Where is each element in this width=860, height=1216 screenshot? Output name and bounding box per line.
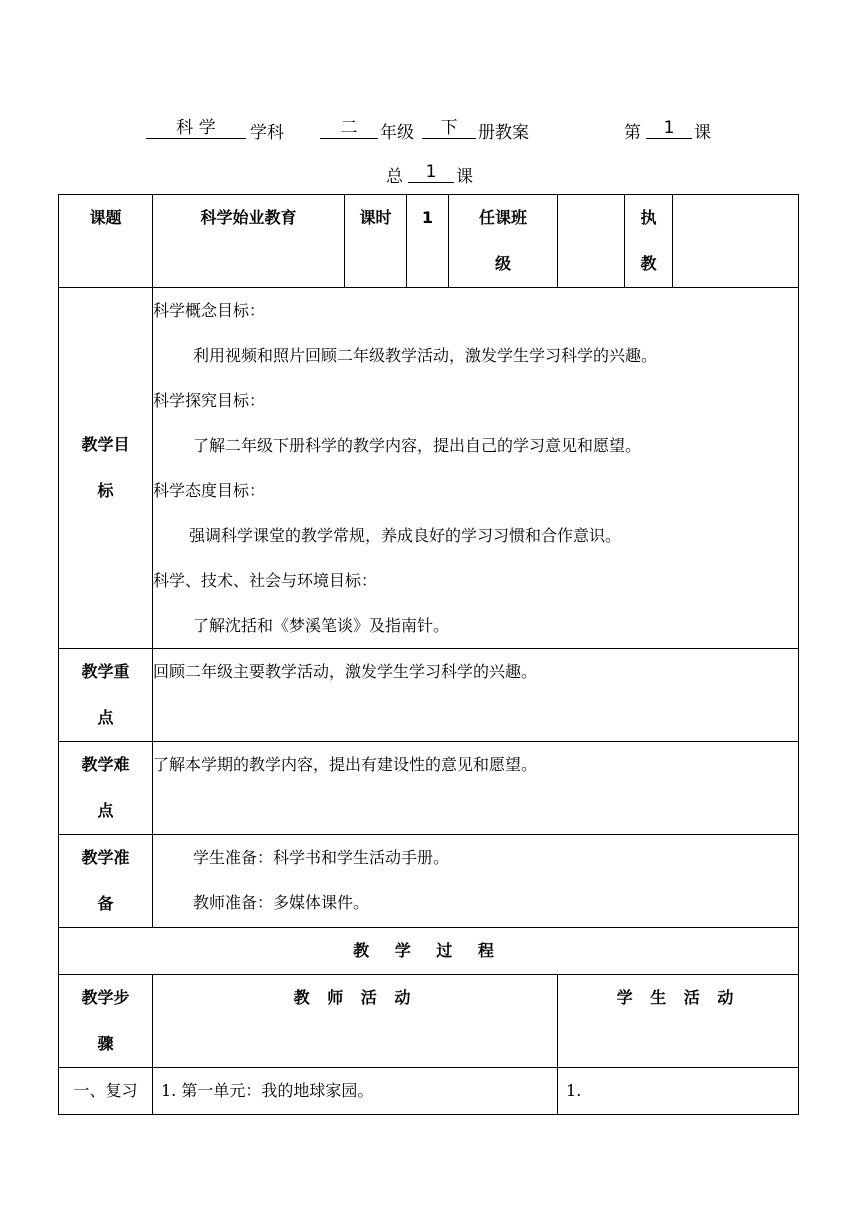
- lesson-prefix: 第: [624, 123, 641, 143]
- teacher-activity-header: 教 师 活 动: [153, 975, 558, 1068]
- class-label-line1: 任课班: [479, 208, 528, 227]
- steps-label-line2: 骤: [97, 1034, 114, 1053]
- review-row: [59, 1068, 799, 1115]
- goal-heading-concept: 科学概念目标：: [153, 301, 266, 320]
- grade-suffix: 年级: [380, 123, 414, 143]
- total-number: 1: [408, 162, 454, 183]
- lesson-suffix: 课: [694, 123, 711, 143]
- volume-field: 下: [422, 118, 476, 139]
- goal-text-attitude: 强调科学课堂的教学常规，养成良好的学习习惯和合作意识。: [189, 526, 622, 545]
- topic-value: 科学始业教育: [153, 195, 345, 288]
- key-points-text: 回顾二年级主要教学活动，激发学生学习科学的兴趣。: [153, 649, 799, 742]
- preparation-content: [153, 835, 799, 928]
- teacher-value: [673, 195, 799, 288]
- teacher-label: [625, 195, 673, 288]
- prep-label-line2: 备: [97, 894, 114, 913]
- goals-label-line1: 教学目: [81, 435, 130, 454]
- key-label-line2: 点: [97, 708, 114, 727]
- steps-label: [59, 975, 153, 1068]
- key-points-label: [59, 649, 153, 742]
- process-title: 教 学 过 程: [59, 928, 799, 975]
- goals-row: [59, 288, 799, 649]
- preparation-row: [59, 835, 799, 928]
- goal-text-concept: 利用视频和照片回顾二年级教学活动，激发学生学习科学的兴趣。: [193, 346, 658, 365]
- goal-heading-stse: 科学、技术、社会与环境目标：: [153, 571, 378, 590]
- topic-label: 课题: [59, 195, 153, 288]
- grade-field: 二: [320, 118, 378, 139]
- teacher-label-line1: 执: [640, 208, 657, 227]
- subject-field: 科 学: [146, 118, 246, 139]
- prep-student: 学生准备：科学书和学生活动手册。: [193, 848, 450, 867]
- difficulty-label-line2: 点: [97, 801, 114, 820]
- volume-suffix: 册教案: [478, 123, 529, 143]
- steps-header-row: [59, 975, 799, 1068]
- goal-heading-inquiry: 科学探究目标：: [153, 391, 266, 410]
- hours-label: 课时: [345, 195, 407, 288]
- difficulty-text: 了解本学期的教学内容，提出有建设性的意见和愿望。: [153, 742, 799, 835]
- total-suffix: 课: [456, 167, 473, 187]
- difficulty-row: [59, 742, 799, 835]
- goals-label: [59, 288, 153, 649]
- lesson-plan-table: [58, 194, 799, 1115]
- goal-heading-attitude: 科学态度目标：: [153, 481, 266, 500]
- goal-text-stse: 了解沈括和《梦溪笔谈》及指南针。: [193, 616, 450, 635]
- teacher-label-line2: 教: [640, 254, 657, 273]
- goals-content: [153, 288, 799, 649]
- prep-teacher: 教师准备：多媒体课件。: [193, 893, 370, 912]
- hours-value: 1: [407, 195, 449, 288]
- process-title-row: [59, 928, 799, 975]
- lesson-number: 1: [646, 118, 692, 139]
- preparation-label: [59, 835, 153, 928]
- goal-text-inquiry: 了解二年级下册科学的教学内容，提出自己的学习意见和愿望。: [193, 436, 642, 455]
- difficulty-label-line1: 教学难: [81, 755, 130, 774]
- goals-label-line2: 标: [97, 481, 114, 500]
- steps-label-line1: 教学步: [81, 988, 130, 1007]
- key-label-line1: 教学重: [81, 662, 130, 681]
- review-teacher-activity: 1. 第一单元：我的地球家园。: [153, 1068, 558, 1115]
- class-label: [449, 195, 558, 288]
- class-value: [558, 195, 625, 288]
- total-prefix: 总: [386, 167, 403, 187]
- difficulty-label: [59, 742, 153, 835]
- student-activity-header: 学 生 活 动: [558, 975, 799, 1068]
- key-points-row: [59, 649, 799, 742]
- prep-label-line1: 教学准: [81, 848, 130, 867]
- subject-suffix: 学科: [250, 123, 284, 143]
- review-step: 一、复习: [59, 1068, 153, 1115]
- review-student-activity: 1.: [558, 1068, 799, 1115]
- class-label-line2: 级: [495, 254, 512, 273]
- topic-row: [59, 195, 799, 288]
